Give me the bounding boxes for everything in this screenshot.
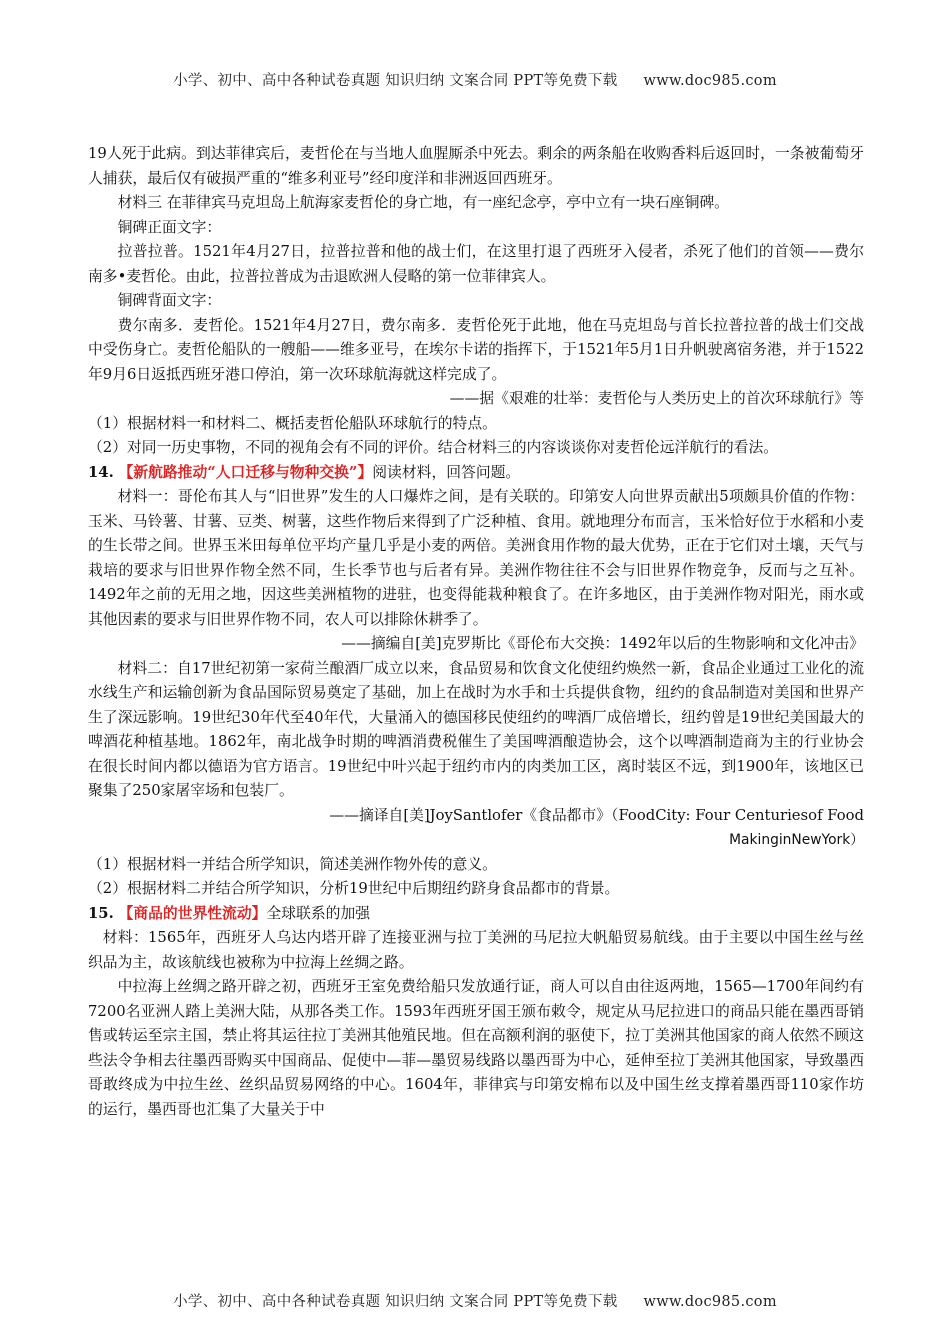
q14-question-2: （2）根据材料二并结合所学知识，分析19世纪中后期纽约跻身食品都市的背景。 <box>88 880 620 897</box>
q14-question-1: （1）根据材料一并结合所学知识，简述美洲作物外传的意义。 <box>88 855 497 873</box>
q13-back-text: 费尔南多．麦哲伦。1521年4月27日，费尔南多．麦哲伦死于此地，他在马克坦岛与首长拉普拉普的战士们交战中受伤身亡。麦哲伦船队的一艘船——维多亚号，在埃尔卡诺的指挥下，于1521年5月1日升帆驶离宿务港，并于1522年9月6日返抵西班牙港口停泊，第一次环球航海就这样完成了。 <box>88 316 864 383</box>
header-text: 小学、初中、高中各种试卷真题 知识归纳 文案合同 PPT等免费下载 <box>173 73 618 89</box>
q13-back-label: 铜碑背面文字： <box>117 292 222 309</box>
page-header <box>0 69 950 90</box>
q13-material-3: 材料三 在菲律宾马克坦岛上航海家麦哲伦的身亡地，有一座纪念亭，亭中立有一块石座铜碑。 <box>117 194 729 211</box>
q14-material-2: 材料二：自17世纪初第一家荷兰酿酒厂成立以来，食品贸易和饮食文化使纽约焕然一新，食品企业通过工业化的流水线生产和运输创新为食品国际贸易奠定了基础，加上在战时为水手和士兵提供食物，纽约的食品制造对美国和世界产生了深远影响。19世纪30年代至40年代，大量涌入的德国移民使纽约的啤酒厂成倍增长，纽约曾是19世纪美国最大的啤酒花种植基地。1862年，南北战争时期的啤酒消费税催生了美国啤酒酿造协会，这个以啤酒制造商为主的行业协会在很长时间内都以德语为官方语言。19世纪中叶兴起于纽约市内的肉类加工区，离时装区不远，到1900年，该地区已聚集了250家屠宰场和包装厂。 <box>88 659 864 799</box>
q14-tag: 【新航路推动“人口迁移与物种交换”】 <box>118 463 373 481</box>
q13-question-2: （2）对同一历史事物，不同的视角会有不同的评价。结合材料三的内容谈谈你对麦哲伦远洋航行的看法。 <box>88 439 779 456</box>
q15-number: 15. <box>88 904 114 922</box>
document-body <box>88 142 864 1122</box>
q14-instruction: 阅读材料，回答问题。 <box>372 463 521 481</box>
q14-number: 14. <box>88 463 114 481</box>
q15-title: 全球联系的加强 <box>266 904 371 922</box>
q13-source: ——据《艰难的壮举：麦哲伦与人类历史上的首次环球航行》等 <box>449 390 864 407</box>
header-url[interactable]: www.doc985.com <box>643 73 777 89</box>
q13-front-label: 铜碑正面文字： <box>117 218 222 236</box>
footer-text: 小学、初中、高中各种试卷真题 知识归纳 文案合同 PPT等免费下载 <box>173 1294 618 1310</box>
q13-question-1: （1）根据材料一和材料二、概括麦哲伦船队环球航行的特点。 <box>88 414 497 432</box>
page-footer <box>0 1290 950 1311</box>
q14-material-1: 材料一：哥伦布其人与“旧世界”发生的人口爆炸之间，是有关联的。印第安人向世界贡献出5项颇具价值的作物：玉米、马铃薯、甘薯、豆类、树薯，这些作物后来得到了广泛种植、食用。就地理分布而言，玉米恰好位于水稻和小麦的生长带之间。世界玉米田每单位平均产量几乎是小麦的两倍。美洲食用作物的最大优势，正在于它们对土壤，天气与栽培的要求与旧世界作物全然不同，生长季节也与后者有异。美洲作物往往不会与旧世界作物竞争，反而与之互补。1492年之前的无用之地，因这些美洲植物的进驻，也变得能栽种粮食了。在许多地区，由于美洲作物对阳光，雨水或其他因素的要求与旧世界作物不同，农人可以排除休耕季了。 <box>88 488 864 628</box>
q15-material-body: 中拉海上丝绸之路开辟之初，西班牙王室免费给船只发放通行证，商人可以自由往返两地，1565—1700年间约有7200名亚洲人踏上美洲大陆，从那各类工作。1593年西班牙国王颁布敕令，规定从马尼拉进口的商品只能在墨西哥销售或转运至宗主国，禁止将其运往拉丁美洲其他殖民地。但在高额利润的驱使下，拉丁美洲其他国家的商人依然不顾这些法令争相去往墨西哥购买中国商品、促使中—菲—墨贸易线路以墨西哥为中心，延伸至拉丁美洲其他国家，导致墨西哥敢终成为中拉生丝、丝织品贸易网络的中心。1604年，菲律宾与印第安棉布以及中国生丝支撑着墨西哥110家作坊的运行，墨西哥也汇集了大量关于中 <box>88 978 864 1118</box>
q14-material-2-source-line-2: MakinginNewYork） <box>729 832 864 848</box>
q15-tag: 【商品的世界性流动】 <box>118 904 267 922</box>
q14-material-2-source-line-1: ——摘译自[美]JoySantlofer《食品都市》（FoodCity: Four Centuriesof Food <box>329 806 864 824</box>
q15-material-intro: 材料：1565年，西班牙人乌达内塔开辟了连接亚洲与拉丁美洲的马尼拉大帆船贸易航线。由于主要以中国生丝与丝织品为主，故该航线也被称为中拉海上丝绸之路。 <box>88 929 864 971</box>
q13-front-text: 拉普拉普。1521年4月27日，拉普拉普和他的战士们，在这里打退了西班牙入侵者，杀死了他们的首领——费尔南多•麦哲伦。由此，拉普拉普成为击退欧洲人侵略的第一位菲律宾人。 <box>88 243 864 285</box>
q14-heading <box>88 461 864 486</box>
q15-heading <box>88 902 864 927</box>
q14-material-1-source: ——摘编自[美]克罗斯比《哥伦布大交换：1492年以后的生物影响和文化冲击》 <box>341 635 864 652</box>
q13-paragraph-continued: 19人死于此病。到达菲律宾后，麦哲伦在与当地人血腥厮杀中死去。剩余的两条船在收购香料后返回时，一条被葡萄牙人捕获，最后仅有破损严重的“维多利亚号”经印度洋和非洲返回西班牙。 <box>88 145 864 187</box>
footer-url[interactable]: www.doc985.com <box>643 1294 777 1310</box>
